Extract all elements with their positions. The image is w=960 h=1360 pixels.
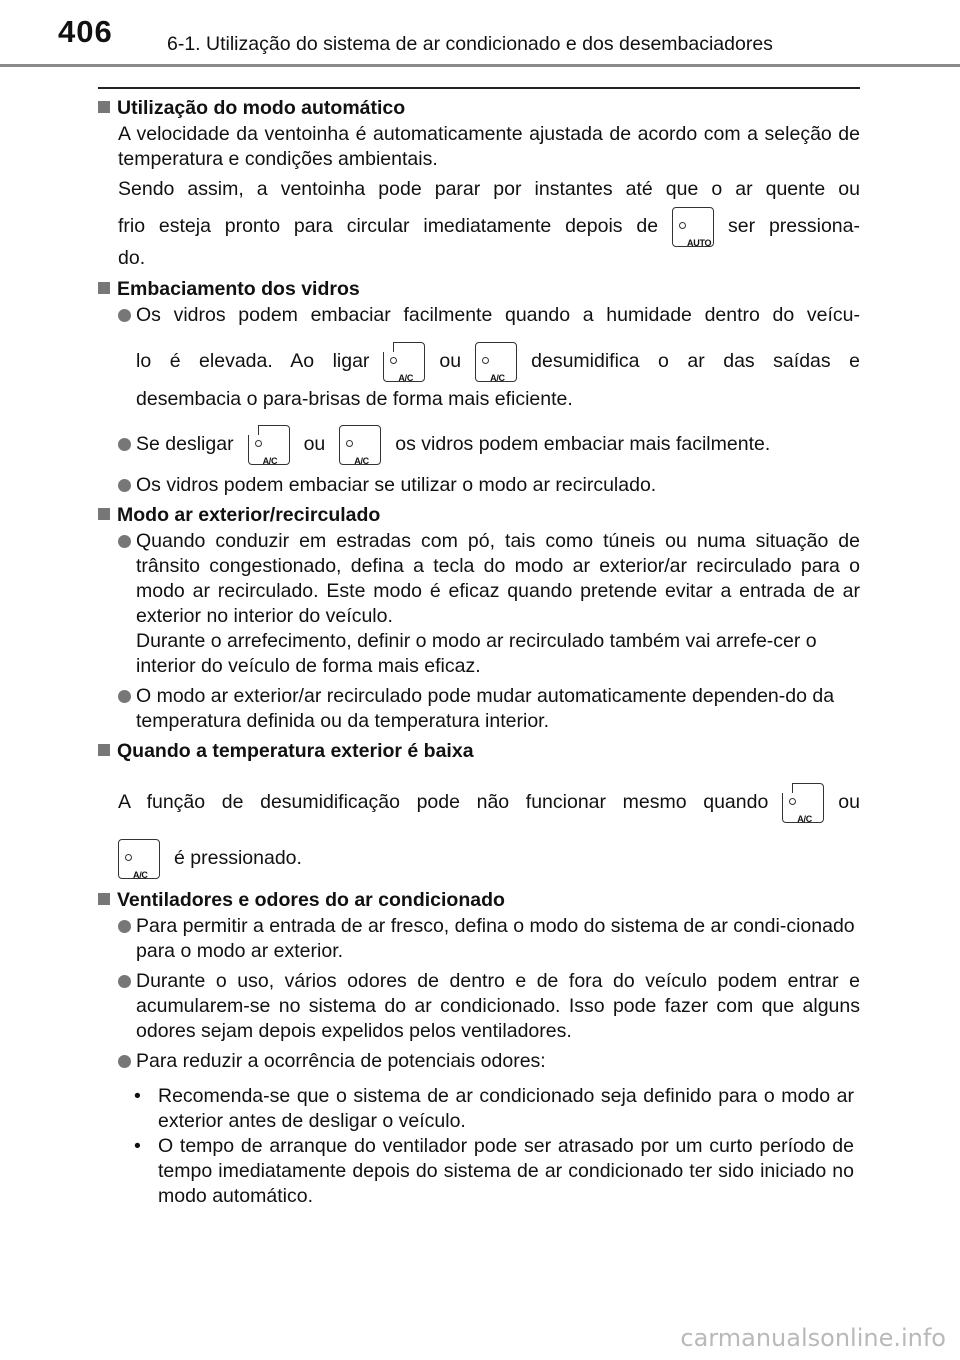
chapter-title: 6-1. Utilização do sistema de ar condicionado e dos desembaciadores xyxy=(167,33,773,55)
list-item: O modo ar exterior/ar recirculado pode mudar automaticamente dependen-do da temperatura definida ou da temperatura interior. xyxy=(118,684,860,734)
front-ac-button-icon: A/C xyxy=(383,342,425,382)
section-rule xyxy=(98,87,860,89)
page-header xyxy=(0,0,960,66)
page-content xyxy=(98,94,860,1209)
rear-ac-button-icon: A/C xyxy=(339,425,381,465)
round-bullet-icon xyxy=(118,920,131,933)
list-item: Durante o uso, vários odores de dentro e de fora do veículo podem entrar e acumularem-se no sistema do ar condicionado. Isso pode fazer com que alguns odores sejam depois expelidos pelos ventiladores. xyxy=(118,969,860,1044)
square-bullet-icon xyxy=(98,282,110,294)
list-item: Os vidros podem embaciar facilmente quando a humidade dentro do veícu- lo é elevada. Ao ligar A/C ou A/C desumidifica o ar das saídas e desembacia o para-brisas de forma mais eficiente. xyxy=(118,303,860,412)
square-bullet-icon xyxy=(98,101,110,113)
list-item: Para permitir a entrada de ar fresco, defina o modo do sistema de ar condi-cionado para o modo ar exterior. xyxy=(118,914,860,964)
round-bullet-icon xyxy=(118,690,131,703)
front-ac-button-icon: A/C xyxy=(782,783,824,823)
list-item: Os vidros podem embaciar se utilizar o modo ar recirculado. xyxy=(118,473,860,498)
front-ac-button-icon: A/C xyxy=(248,425,290,465)
sub-list-item: • Recomenda-se que o sistema de ar condicionado seja definido para o modo ar exterior antes de desligar o veículo. xyxy=(134,1085,854,1132)
round-bullet-icon xyxy=(118,975,131,988)
section-heading-fogging: Embaciamento dos vidros xyxy=(98,277,860,302)
sub-list-item: • O tempo de arranque do ventilador pode ser atrasado por um curto período de tempo imediatamente depois do sistema de ar condicionado ter sido iniciado no modo automático. xyxy=(134,1135,854,1207)
round-bullet-icon xyxy=(118,309,131,322)
round-bullet-icon xyxy=(118,1055,131,1068)
auto-button-icon: AUTO xyxy=(672,207,714,247)
rear-ac-button-icon: A/C xyxy=(118,839,160,879)
round-bullet-icon xyxy=(118,535,131,548)
section-heading-low-temp: Quando a temperatura exterior é baixa xyxy=(98,739,860,764)
section-heading-vents-odors: Ventiladores e odores do ar condicionado xyxy=(98,888,860,913)
paragraph: Sendo assim, a ventoinha pode parar por instantes até que o ar quente ou frio esteja pronto para circular imediatamente depois de AUTO ser pressiona- do. xyxy=(118,178,860,269)
header-rule xyxy=(0,64,960,67)
list-item: Se desligar A/C ou A/C os vidros podem embaciar mais facilmente. xyxy=(118,420,860,468)
list-item: Para reduzir a ocorrência de potenciais odores: xyxy=(118,1049,860,1074)
square-bullet-icon xyxy=(98,893,110,905)
square-bullet-icon xyxy=(98,508,110,520)
square-bullet-icon xyxy=(98,744,110,756)
round-bullet-icon xyxy=(118,438,131,451)
paragraph: A função de desumidificação pode não funcionar mesmo quando A/C ou A/C é pressionado. xyxy=(118,778,860,882)
paragraph: A velocidade da ventoinha é automaticamente ajustada de acordo com a seleção de temperatura e condições ambientais. xyxy=(118,123,860,170)
section-heading-auto-mode: Utilização do modo automático xyxy=(98,96,860,121)
list-item: Quando conduzir em estradas com pó, tais como túneis ou numa situação de trânsito congestionado, defina a tecla do modo ar exterior/ar recirculado para o modo ar recirculado. Este modo é eficaz quando pretende evitar a entrada de ar exterior no interior do veículo. Durante o arrefecimento, definir o modo ar recirculado também vai arrefe-cer o interior do veículo de forma mais eficaz. xyxy=(118,529,860,679)
section-heading-air-mode: Modo ar exterior/recirculado xyxy=(98,503,860,528)
rear-ac-button-icon: A/C xyxy=(475,342,517,382)
page-number: 406 xyxy=(58,14,113,49)
round-bullet-icon xyxy=(118,479,131,492)
watermark: carmanualsonline.info xyxy=(680,1324,946,1352)
